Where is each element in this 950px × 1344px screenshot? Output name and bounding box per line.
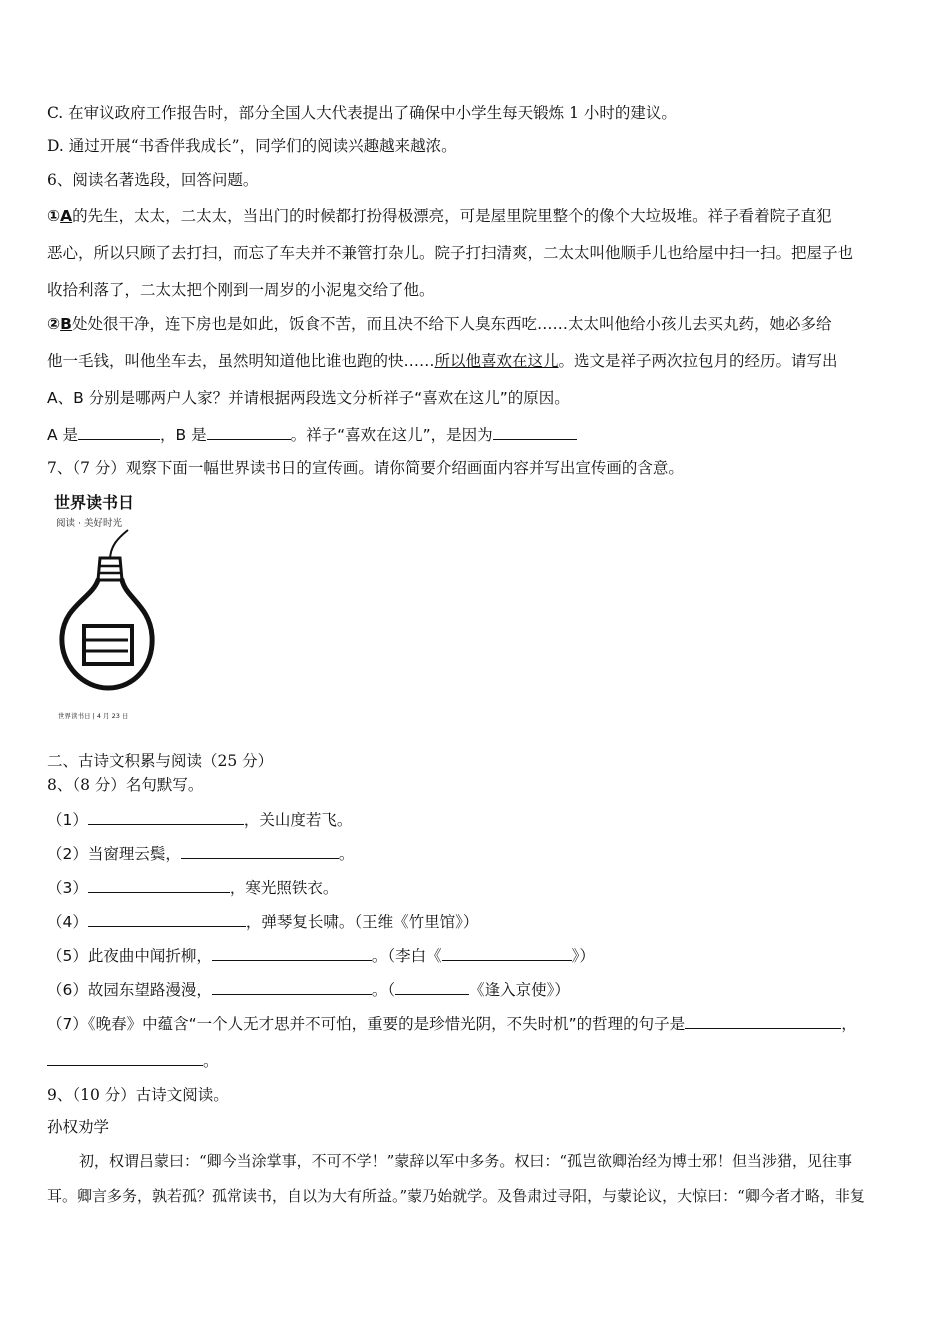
- q8-i5-text: 。（李白《: [371, 947, 442, 965]
- reading-day-poster: [48, 488, 166, 724]
- q6-para2-text2b: 。选文是祥子两次拉包月的经历。请写出: [558, 352, 838, 370]
- q8-item-5: [47, 945, 595, 966]
- q9-text-line2: 耳。卿言多务，孰若孤？孤常读书，自以为大有所益。”蒙乃始就学。及鲁肃过寻阳，与蒙论议，大惊曰：“卿今者才略，非复: [47, 1187, 865, 1205]
- q8-item-4: [47, 911, 478, 932]
- q9-text-line1: 初，权谓吕蒙曰：“卿今当涂掌事，不可不学！”蒙辞以军中多务。权曰：“孤岂欲卿治经为博士邪！但当涉猎，见往事: [79, 1152, 853, 1170]
- bulb-cap-icon: [98, 558, 122, 580]
- q8-item-2: [47, 843, 354, 864]
- book-pages-icon: [84, 640, 128, 651]
- q8-i2-text: 。: [338, 845, 355, 863]
- q8-i5-label: （5）此夜曲中闻折柳，: [47, 947, 212, 965]
- q6-blank-c[interactable]: [493, 424, 577, 440]
- q8-blank-1[interactable]: [88, 809, 244, 825]
- q8-item-3: [47, 877, 338, 898]
- q6-para2-line2: [47, 351, 838, 371]
- q8-blank-2[interactable]: [181, 843, 339, 859]
- q8-i2-label: （2）当窗理云鬓，: [47, 845, 181, 863]
- q6-para1-line2: 恶心，所以只顾了去打扫，而忘了车夫并不兼管打杂儿。院子打扫清爽，二太太叫他顺手儿也给屋中扫一扫。把屋子也: [47, 244, 854, 262]
- q6-blank-b[interactable]: [207, 424, 291, 440]
- bulb-glass-icon: [62, 580, 152, 688]
- q8-item-1: [47, 809, 352, 830]
- option-c: C. 在审议政府工作报告时，部分全国人大代表提出了确保中小学生每天锻炼 1 小时的建议。: [47, 104, 677, 122]
- q8-i1-label: （1）: [47, 811, 88, 829]
- q6-ans-c-label: 。祥子“喜欢在这儿”，是因为: [290, 426, 493, 444]
- q8-item-7-cont: [47, 1050, 219, 1071]
- q8-i6-text: 。（: [371, 981, 396, 999]
- q8-blank-3[interactable]: [88, 877, 230, 893]
- option-d: D. 通过开展“书香伴我成长”，同学们的阅读兴趣越来越浓。: [47, 137, 457, 155]
- q6-title: 6、阅读名著选段，回答问题。: [47, 171, 259, 189]
- q8-i7-period: 。: [203, 1052, 219, 1070]
- q6-answer-line: [47, 424, 577, 445]
- q6-para1-line1: [47, 206, 832, 226]
- q8-item-6: [47, 979, 570, 1000]
- q6-mark-1: ①: [47, 207, 61, 225]
- q6-blank-a[interactable]: [78, 424, 160, 440]
- poster-subtitle: 阅读 · 美好时光: [56, 518, 123, 529]
- q6-para2-text2a: 他一毛钱，叫他坐车去，虽然明知道他比谁也跑的快……: [47, 352, 435, 370]
- q9-subtitle: 孙权劝学: [47, 1118, 110, 1136]
- q8-i6-close: 《逢入京使》）: [469, 981, 570, 999]
- q8-blank-6[interactable]: [212, 979, 372, 995]
- q8-i5-close: 》）: [571, 947, 595, 965]
- q8-i4-text: ，弹琴复长啸。（王维《竹里馆》）: [245, 913, 479, 931]
- q8-i3-label: （3）: [47, 879, 88, 897]
- q8-blank-7b[interactable]: [47, 1050, 203, 1066]
- q6-para2-text1: 处处很干净，连下房也是如此，饭食不苦，而且决不给下人臭东西吃……太太叫他给小孩儿去买丸药，她必多给: [71, 315, 832, 333]
- q6-ans-b-label: ，B 是: [160, 426, 207, 444]
- q8-i7-label: （7）《晚春》中蕴含“一个人无才思并不可怕，重要的是珍惜光阴，不失时机”的哲理的句子是: [47, 1015, 686, 1033]
- q8-blank-7[interactable]: [685, 1013, 841, 1029]
- section-2-title: 二、古诗文积累与阅读（25 分）: [47, 752, 274, 770]
- q6-letter-a: A: [60, 207, 73, 225]
- q6-ans-a-label: A 是: [47, 426, 79, 444]
- q6-para1-line3: 收拾利落了，二太太把个刚到一周岁的小泥鬼交给了他。: [47, 281, 435, 299]
- q6-para1-text1: 的先生，太太，二太太，当出门的时候都打扮得极漂亮，可是屋里院里整个的像个大垃圾堆。祥子看着院子直犯: [72, 207, 832, 225]
- q8-title: 8、（8 分）名句默写。: [47, 776, 204, 794]
- q8-i3-text: ，寒光照铁衣。: [229, 879, 339, 897]
- q8-blank-6b[interactable]: [395, 979, 469, 995]
- q6-para2-line3: A、B 分别是哪两户人家？并请根据两段选文分析祥子“喜欢在这儿”的原因。: [47, 389, 570, 407]
- poster-footer: 世界读书日 | 4 月 23 日: [58, 712, 129, 720]
- q8-blank-5b[interactable]: [442, 945, 572, 961]
- q7-title: 7、（7 分）观察下面一幅世界读书日的宣传画。请你简要介绍画面内容并写出宣传画的含意。: [47, 459, 684, 477]
- q6-letter-b: B: [60, 315, 72, 333]
- q8-i4-label: （4）: [47, 913, 88, 931]
- q8-blank-5[interactable]: [212, 945, 372, 961]
- q8-i1-text: ，关山度若飞。: [243, 811, 353, 829]
- q8-i6-label: （6）故园东望路漫漫，: [47, 981, 212, 999]
- bulb-cord-icon: [110, 530, 128, 560]
- q6-para2-line1: [47, 314, 831, 334]
- book-icon: [84, 626, 132, 664]
- poster-title: 世界读书日: [54, 493, 135, 512]
- q8-item-7: [47, 1013, 857, 1034]
- q9-title: 9、（10 分）古诗文阅读。: [47, 1086, 229, 1104]
- q6-para2-underlined: 所以他喜欢在这儿: [434, 352, 559, 370]
- q8-blank-4[interactable]: [88, 911, 246, 927]
- q8-i7-comma: ，: [841, 1015, 857, 1033]
- q6-mark-2: ②: [47, 315, 61, 333]
